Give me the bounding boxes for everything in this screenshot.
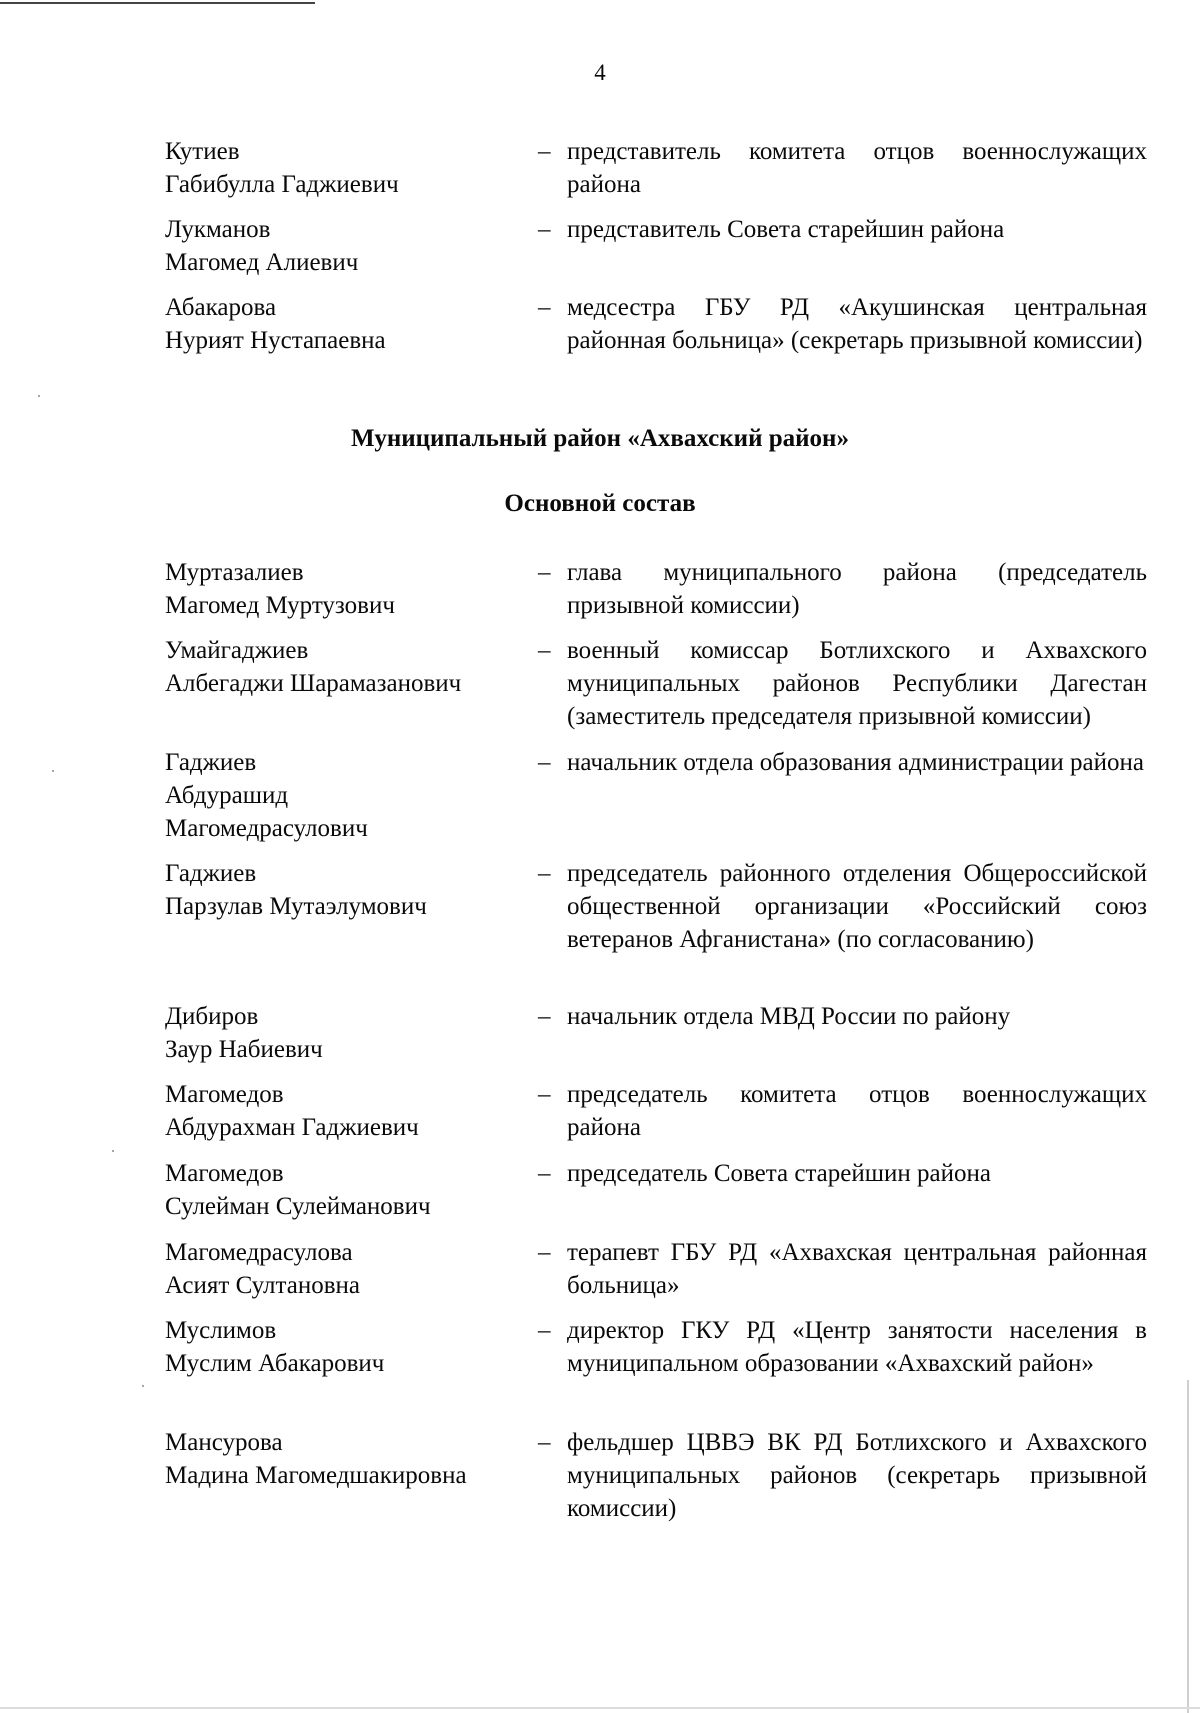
member-surname: Муслимов <box>165 1317 277 1344</box>
member-surname: Гаджиев <box>165 860 257 887</box>
member-given-name: Габибулла Гаджиевич <box>165 171 399 198</box>
dash-separator: – <box>538 1081 551 1108</box>
dash-separator: – <box>538 294 551 321</box>
member-name <box>165 634 525 700</box>
member-given-name: Нурият Нустапаевна <box>165 327 386 354</box>
member-surname: Кутиев <box>165 138 240 165</box>
member-name <box>165 291 525 357</box>
member-given-name: Мадина Магомедшакировна <box>165 1462 467 1489</box>
member-surname: Дибиров <box>165 1003 259 1030</box>
member-name <box>165 1314 525 1380</box>
member-given-name: Магомед Муртузович <box>165 592 395 619</box>
member-name <box>165 213 525 279</box>
member-patronymic: Магомедрасулович <box>165 815 368 842</box>
dash-separator: – <box>538 216 551 243</box>
member-surname: Гаджиев <box>165 749 257 776</box>
member-role: директор ГКУ РД «Центр занятости населения в муниципальном образовании «Ахвахский район» <box>567 1317 1147 1377</box>
member-role: председатель комитета отцов военнослужащих района <box>567 1081 1147 1141</box>
member-name <box>165 556 525 622</box>
member-role: фельдшер ЦВВЭ ВК РД Ботлихского и Ахвахского муниципальных районов (секретарь призывной комиссии) <box>567 1429 1147 1522</box>
scan-speck <box>38 395 40 397</box>
dash-separator: – <box>538 1160 551 1187</box>
member-surname: Абакарова <box>165 294 277 321</box>
member-role: терапевт ГБУ РД «Ахвахская центральная районная больница» <box>567 1239 1147 1299</box>
member-given-name: Заур Набиевич <box>165 1036 323 1063</box>
member-given-name: Магомед Алиевич <box>165 249 359 276</box>
member-name <box>165 1078 525 1144</box>
member-role: председатель Совета старейшин района <box>567 1160 991 1187</box>
member-given-name: Албегаджи Шарамазанович <box>165 670 462 697</box>
member-surname: Умайгаджиев <box>165 637 309 664</box>
dash-separator: – <box>538 1317 551 1344</box>
member-name <box>165 135 525 201</box>
member-given-name: Абдурашид <box>165 782 289 809</box>
dash-separator: – <box>538 1239 551 1266</box>
member-role: представитель Совета старейшин района <box>567 216 1005 243</box>
member-surname: Мансурова <box>165 1429 283 1456</box>
dash-separator: – <box>538 559 551 586</box>
member-surname: Магомедов <box>165 1081 284 1108</box>
member-given-name: Сулейман Сулейманович <box>165 1193 431 1220</box>
member-role: глава муниципального района (председатель призывной комиссии) <box>567 559 1147 619</box>
member-given-name: Парзулав Мутаэлумович <box>165 893 427 920</box>
dash-separator: – <box>538 860 551 887</box>
member-role: начальник отдела МВД России по району <box>567 1003 1011 1030</box>
scan-edge-line <box>0 2 315 4</box>
dash-separator: – <box>538 749 551 776</box>
member-role: председатель районного отделения Общероссийской общественной организации «Российский союз ветеранов Афганистана» (по согласованию) <box>567 860 1147 953</box>
dash-separator: – <box>538 138 551 165</box>
member-role: медсестра ГБУ РД «Акушинская центральная районная больница» (секретарь призывной комиссии) <box>567 294 1147 354</box>
member-given-name: Муслим Абакарович <box>165 1350 385 1377</box>
scan-speck <box>112 1150 114 1152</box>
member-role: начальник отдела образования администрации района <box>567 749 1144 776</box>
scan-edge-right <box>1187 1380 1189 1713</box>
dash-separator: – <box>538 1003 551 1030</box>
member-name <box>165 1000 525 1066</box>
member-given-name: Абдурахман Гаджиевич <box>165 1114 419 1141</box>
main-composition-title: Основной состав <box>504 490 696 517</box>
dash-separator: – <box>538 637 551 664</box>
scan-speck <box>52 770 54 772</box>
member-name <box>165 1157 525 1223</box>
member-given-name: Асият Султановна <box>165 1272 360 1299</box>
member-role: военный комиссар Ботлихского и Ахвахского муниципальных районов Республики Дагестан (заместитель председателя призывной комиссии) <box>567 637 1147 730</box>
member-name <box>165 1426 525 1492</box>
scan-speck <box>142 1385 144 1387</box>
page-number: 4 <box>594 60 606 85</box>
district-title: Муниципальный район «Ахвахский район» <box>351 425 849 452</box>
member-name <box>165 1236 525 1302</box>
member-surname: Магомедов <box>165 1160 284 1187</box>
member-role: представитель комитета отцов военнослужащих района <box>567 138 1147 198</box>
member-name <box>165 746 525 845</box>
dash-separator: – <box>538 1429 551 1456</box>
member-surname: Лукманов <box>165 216 271 243</box>
member-name <box>165 857 525 923</box>
member-surname: Магомедрасулова <box>165 1239 353 1266</box>
member-surname: Муртазалиев <box>165 559 304 586</box>
scan-edge-bottom <box>0 1707 1200 1709</box>
